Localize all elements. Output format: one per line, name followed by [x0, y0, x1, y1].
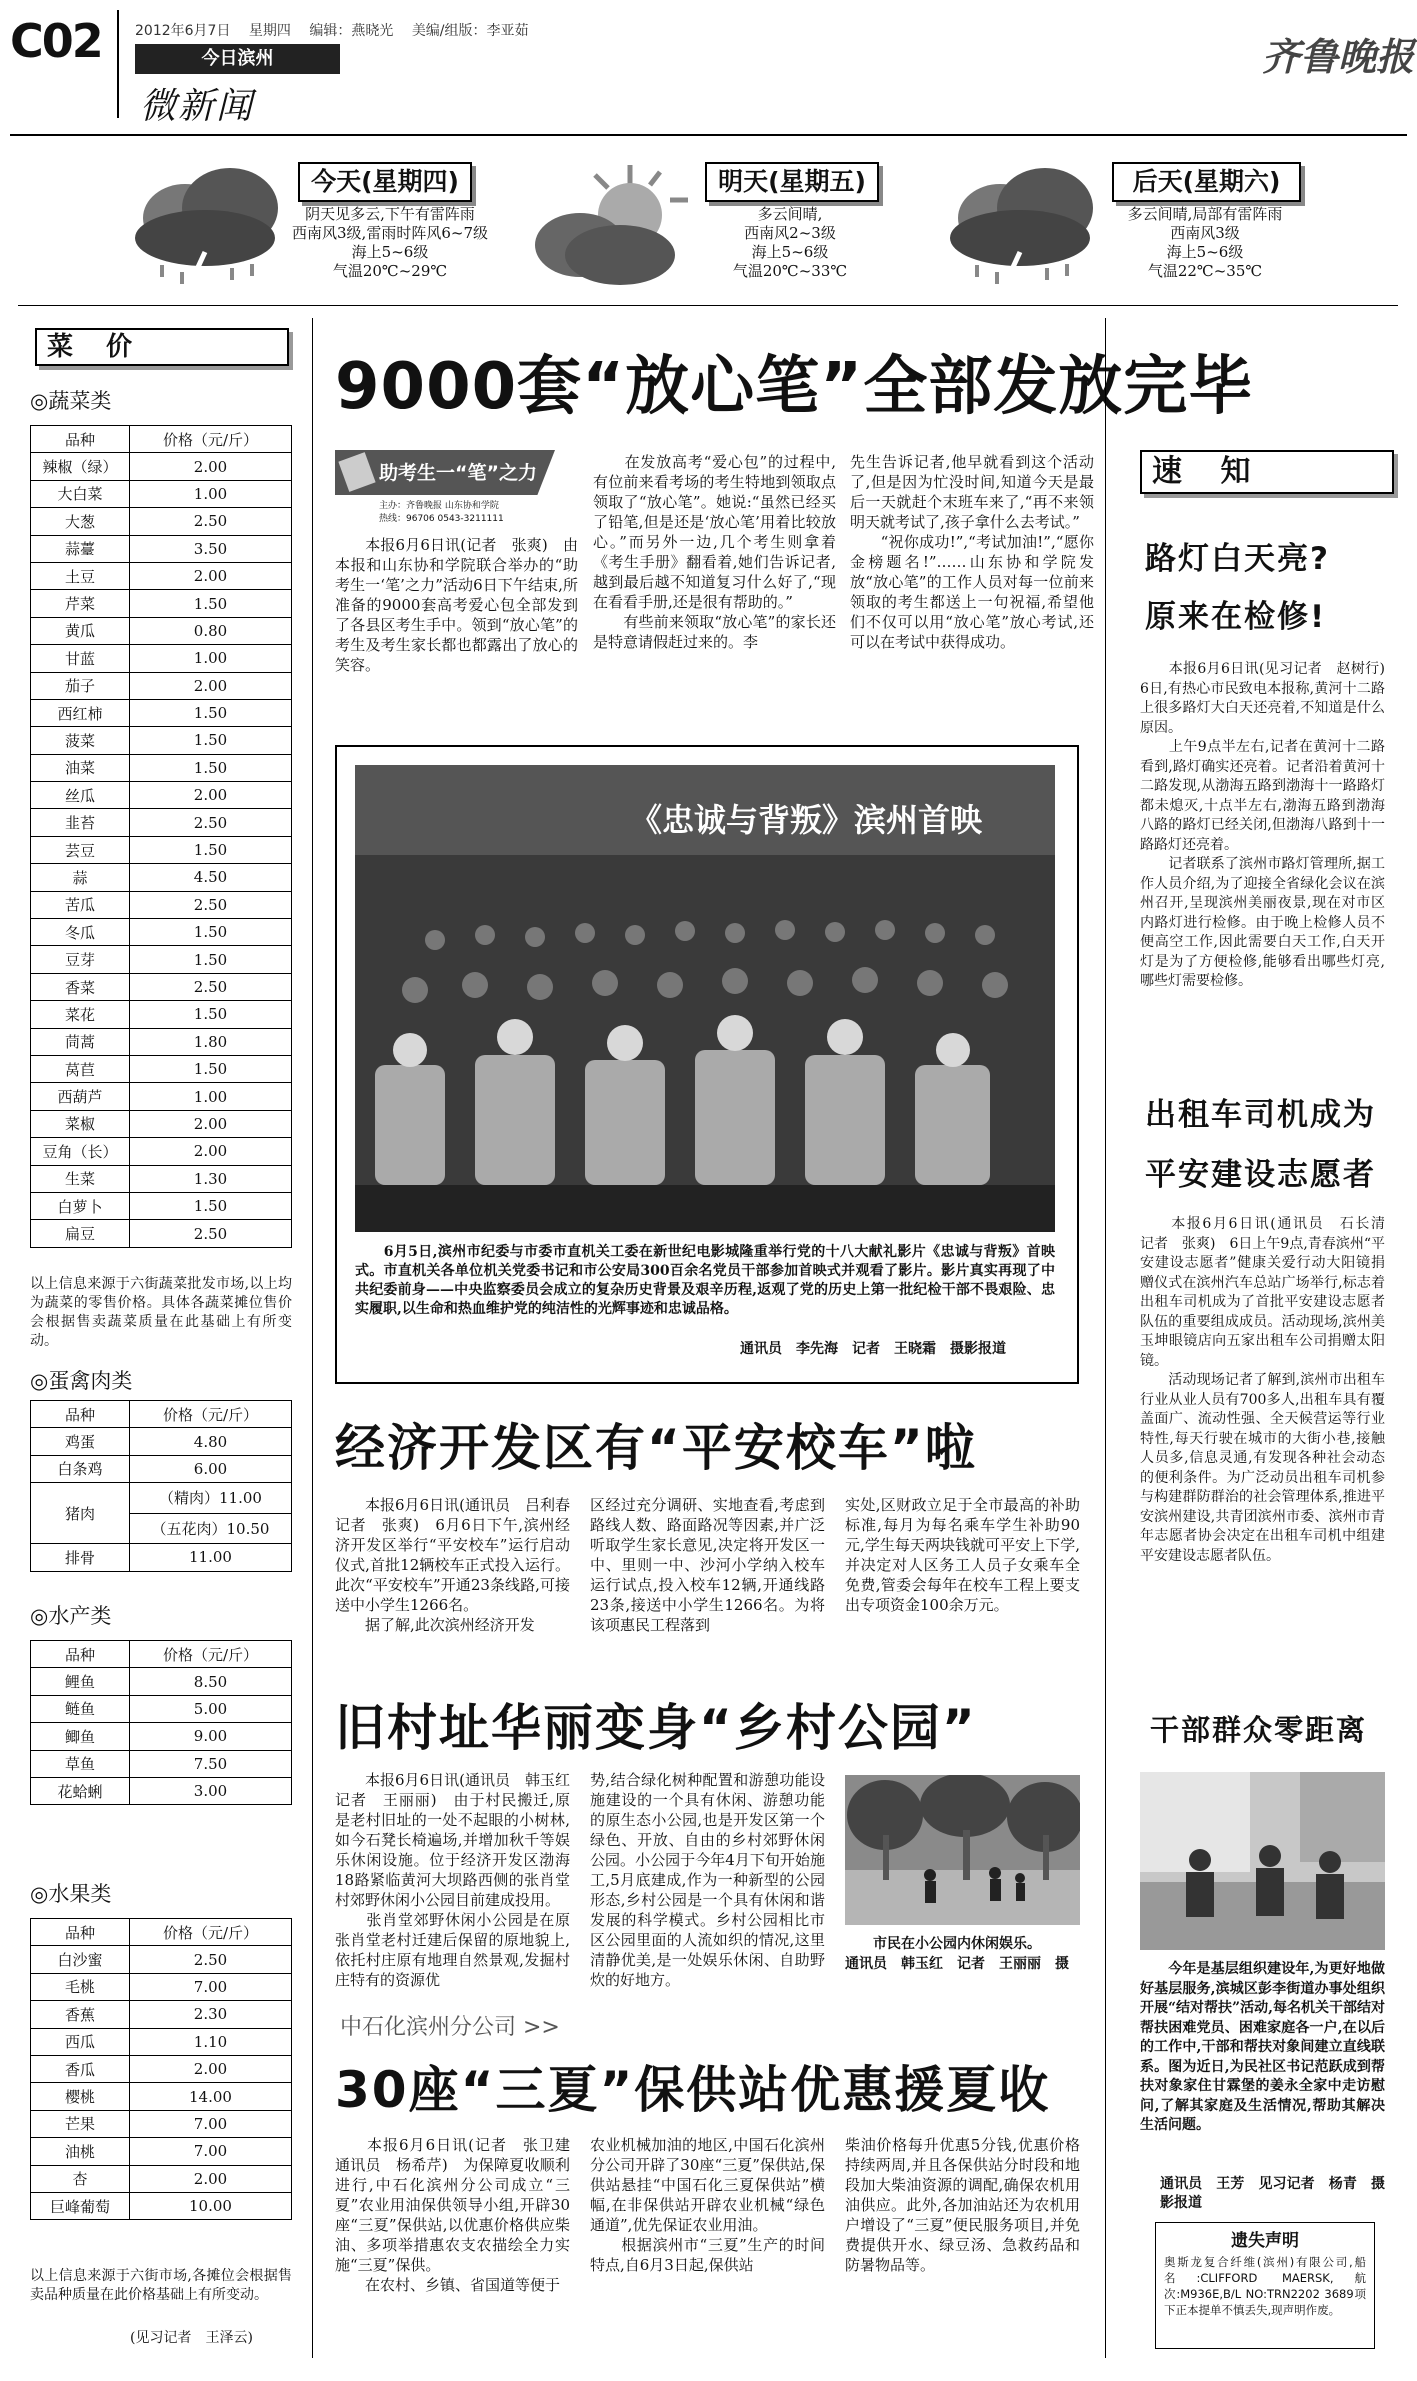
- price-item-value: 3.50: [130, 535, 292, 562]
- price-item-value: 1.00: [130, 1083, 292, 1110]
- bus-body-col1: 本报6月6日讯(通讯员 吕利春 记者 张爽) 6月6日下午,滨州经济开发区举行“平安校车”运行启动仪式,首批12辆校车正式投入运行。此次“平安校车”开通23条线路,可接送中小学生1266名。 据了解,此次滨州经济开发: [335, 1496, 570, 1634]
- price-item-name: 菠菜: [31, 727, 130, 754]
- lead-headline: 9000套“放心笔”全部发放完毕: [335, 350, 1254, 424]
- photo-credit: 通讯员 李先海 记者 王晓霜 摄影报道: [740, 1341, 1006, 1357]
- price-item-name: 芹菜: [31, 590, 130, 617]
- price-item-value: 2.50: [130, 508, 292, 535]
- table-row: [31, 864, 292, 891]
- price-item-name: 芒果: [31, 2110, 130, 2137]
- streetlight-body: 本报6月6日讯(见习记者 赵树行) 6日,有热心市民致电本报称,黄河十二路上很多路灯大白天还亮着,不知道是什么原因。 上午9点半左右,记者在黄河十二路看到,路灯确实还亮着。记者沿着黄河十二路发现,从渤海五路到渤海十一路路灯都未熄灭,十点半左右,渤海五路到渤海八路的路灯已经关闭,但渤海八路到十一路路灯还亮着。 记者联系了滨州市路灯管理所,据工作人员介绍,为了迎接全省绿化会议在滨州召开,呈现滨州美丽夜景,现在对市区内路灯进行检修。由于晚上检修人员不便高空工作,因此需要白天工作,白天开灯是为了方便检修,能够看出哪些灯亮,哪些灯需要检修。: [1140, 661, 1385, 989]
- price-item-value: 2.00: [130, 782, 292, 809]
- issue-weekday: 星期四: [248, 23, 291, 39]
- cadres-headline: 干部群众零距离: [1150, 1713, 1368, 1747]
- table-row: [31, 1946, 292, 1973]
- designer: 美编/组版：李亚茹: [411, 23, 529, 39]
- table-row: [31, 1220, 292, 1247]
- price-item-value: 2.00: [130, 2055, 292, 2082]
- table-row: [31, 1777, 292, 1804]
- price-item-name: 香菜: [31, 973, 130, 1000]
- price-item-value: 0.80: [130, 617, 292, 644]
- table-row: [31, 617, 292, 644]
- price-item-value: 2.50: [130, 973, 292, 1000]
- table-row: [31, 2192, 292, 2219]
- price-item-name: 香瓜: [31, 2055, 130, 2082]
- header-rule: [10, 134, 1407, 136]
- table-row: 猪肉 （精肉）11.00: [31, 1483, 292, 1514]
- price-item-name: 豆角（长）: [31, 1138, 130, 1165]
- table-row: [31, 809, 292, 836]
- price-item-value: 7.00: [130, 2138, 292, 2165]
- price-item-name: 白萝卜: [31, 1192, 130, 1219]
- lost-notice-body: 奥斯龙复合纤维(滨州)有限公司,船名:CLIFFORD MAERSK,航次:M936E,B/L NO:TRN2202 3689项下正本提单不慎丢失,现声明作废。: [1164, 2255, 1366, 2317]
- partly-cloudy-icon: [520, 160, 690, 295]
- weather-day-tomorrow: 明天(星期五): [705, 162, 879, 202]
- lost-notice-box: [1155, 2222, 1375, 2349]
- price-item-value: 1.50: [130, 727, 292, 754]
- table-row: [31, 645, 292, 672]
- table-row: （五花肉）10.50: [31, 1513, 292, 1544]
- cadres-visit-photo: [1140, 1772, 1385, 1950]
- price-item-name: 土豆: [31, 562, 130, 589]
- prices-title: 菜 价: [35, 328, 289, 366]
- editor: 编辑：燕晓光: [309, 23, 394, 39]
- price-item-name: 樱桃: [31, 2083, 130, 2110]
- sidebar-title: 速 知: [1140, 450, 1394, 494]
- price-item-value: 4.50: [130, 864, 292, 891]
- price-item-value: 2.00: [130, 453, 292, 480]
- price-item-value: 7.50: [130, 1750, 292, 1777]
- table-row: [31, 1192, 292, 1219]
- sinopec-body-col1: 本报6月6日讯(记者 张卫建 通讯员 杨希芹) 为保障夏收顺利进行,中石化滨州分公司成立“三夏”农业用油保供领导小组,开辟30座“三夏”保供站,以优惠价格供应柴油、多项举措惠农支农描绘全力实施“三夏”保供。 在农村、乡镇、省国道等便于: [335, 2136, 570, 2294]
- price-item-name: 豆芽: [31, 946, 130, 973]
- price-item-name: 芸豆: [31, 836, 130, 863]
- table-row: [31, 836, 292, 863]
- price-item-name: 西瓜: [31, 2028, 130, 2055]
- price-item-name: 生菜: [31, 1165, 130, 1192]
- fruit-price-rows: [31, 1946, 292, 2220]
- page-number: C02: [10, 14, 102, 68]
- table-row: [31, 946, 292, 973]
- price-item-name: 花蛤蜊: [31, 1777, 130, 1804]
- table-row: [31, 1668, 292, 1695]
- table-row: [31, 1723, 292, 1750]
- table-row: [31, 973, 292, 1000]
- price-item-value: 1.50: [130, 836, 292, 863]
- price-item-value: 1.50: [130, 590, 292, 617]
- park-body-col2: 势,结合绿化树种配置和游憩功能设施建设的一个具有休闲、游憩功能的原生态小公园,也是开发区第一个绿色、开放、自由的乡村郊野休闲公园。小公园于今年4月下旬开始施工,5月底建成,作为一种新型的公园形态,乡村公园是一个具有休闲和谐发展的科学模式。乡村公园相比市区公园里面的人流如织的情况,这里清静优美,是一处娱乐休闲、自助野炊的好地方。: [590, 1771, 825, 1989]
- table-row: [31, 562, 292, 589]
- price-item-name: 丝瓜: [31, 782, 130, 809]
- column-divider-left: [312, 318, 313, 2358]
- park-photo-credit: 通讯员 韩玉红 记者 王丽丽 摄: [845, 1956, 1069, 1972]
- streetlight-headline: 路灯白天亮? 原来在检修!: [1145, 541, 1330, 635]
- price-item-value: 3.00: [130, 1777, 292, 1804]
- price-item-name: 菜椒: [31, 1110, 130, 1137]
- price-item-name: 甘蓝: [31, 645, 130, 672]
- price-item-value: 2.00: [130, 1110, 292, 1137]
- table-row: [31, 1028, 292, 1055]
- price-item-value: 5.00: [130, 1695, 292, 1722]
- cadres-body: 今年是基层组织建设年,为更好地做好基层服务,滨城区彭李街道办事处组织开展“结对帮扶”活动,每名机关干部结对帮扶困难党员、困难家庭各一户,在以后的工作中,干部和帮扶对象间建立直线联系。图为近日,为民社区书记范跃成到帮扶对象家住甘霖堡的姜永全家中走访慰问,了解其家庭及生活情况,帮助其解决生活问题。: [1140, 1961, 1385, 2133]
- table-row: [31, 2001, 292, 2028]
- fruit-byline: (见习记者 王泽云): [130, 2330, 253, 2346]
- table-row: [31, 2165, 292, 2192]
- table-row: [31, 2138, 292, 2165]
- price-item-value: 14.00: [130, 2083, 292, 2110]
- table-row: [31, 919, 292, 946]
- price-item-value: 8.50: [130, 1668, 292, 1695]
- issue-info: [135, 20, 529, 40]
- price-item-name: 草鱼: [31, 1750, 130, 1777]
- table-row: [31, 891, 292, 918]
- sinopec-body-col3: 柴油价格每升优惠5分钱,优惠价格持续两周,并且各保供站分时段和地段加大柴油资源的调配,确保农机用油供应。此外,各加油站还为农机用户增设了“三夏”便民服务项目,并免费提供开水、绿豆汤、急救药品和防暑物品等。: [845, 2136, 1080, 2274]
- price-item-name: 蒜: [31, 864, 130, 891]
- price-item-value: 1.50: [130, 1001, 292, 1028]
- table-row: 白条鸡 6.00: [31, 1455, 292, 1482]
- weather-detail-today: 阴天见多云,下午有雷阵雨 西南风3级,雷雨时阵风6~7级 海上5~6级 气温20℃~29℃: [292, 205, 488, 280]
- price-item-value: 2.50: [130, 1946, 292, 1973]
- fruit-heading: ◎水果类: [30, 1882, 112, 1906]
- table-row: [31, 590, 292, 617]
- price-item-name: 莴苣: [31, 1055, 130, 1082]
- veg-price-table: 品种 价格（元/斤） 辣椒（绿） 2.00 大白菜 1.00 大葱 2.50 蒜薹 3.50 土豆 2.00 芹菜 1.50 黄瓜 0.80 甘蓝 1.00 茄子 2.00 西红柿 1.50 菠菜 1.50 油菜 1.50 丝瓜 2.00 韭苔 2.50 芸豆 1.50 蒜 4.50 苦瓜 2.50 冬瓜 1.50 豆芽 1.50 香菜 2.50 菜花 1.50 茼蒿 1.80 莴苣 1.50 西葫芦 1.00 菜椒 2.00 豆角（长） 2.00 生菜 1.30 白萝卜 1.50 扁豆 2.50: [30, 425, 292, 1248]
- table-row: [31, 727, 292, 754]
- price-item-name: 西红柿: [31, 699, 130, 726]
- table-row: [31, 672, 292, 699]
- price-item-value: 2.50: [130, 809, 292, 836]
- table-row: [31, 535, 292, 562]
- section-banner: 今日滨州: [135, 44, 340, 74]
- table-row: [31, 508, 292, 535]
- sinopec-headline: 30座“三夏”保供站优惠援夏收: [335, 2061, 1051, 2119]
- price-item-value: 10.00: [130, 2192, 292, 2219]
- egg-heading: ◎蛋禽肉类: [30, 1369, 133, 1393]
- price-item-name: 大白菜: [31, 480, 130, 507]
- table-row: [31, 2083, 292, 2110]
- price-item-name: 杏: [31, 2165, 130, 2192]
- taxi-body: 本报6月6日讯(通讯员 石长清 记者 张爽) 6日上午9点,青春滨州“平安建设志愿者”健康关爱行动大阳镜捐赠仪式在滨州汽车总站广场举行,标志着出租车司机成为了首批平安建设志愿者队伍的重要组成成员。活动现场,滨州美玉坤眼镜店向五家出租车公司捐赠太阳镜。 活动现场记者了解到,滨州市出租车行业从业人员有700多人,出租车具有覆盖面广、流动性强、全天候营运等行业特性,每天行驶在城市的大街小巷,接触人员多,信息灵通,有发现各种社会动态的便利条件。为广泛动员出租车司机参与构建群防群治的社会管理体系,推进平安滨州建设,共青团滨州市委、滨州市青年志愿者协会决定在出租车司机中组建平安建设志愿者队伍。: [1140, 1216, 1385, 1564]
- table-row: [31, 1750, 292, 1777]
- price-item-value: 7.00: [130, 1973, 292, 2000]
- price-item-name: 茼蒿: [31, 1028, 130, 1055]
- veg-price-rows: [31, 453, 292, 1247]
- taxi-headline: 出租车司机成为 平安建设志愿者: [1145, 1097, 1376, 1193]
- price-item-value: 2.50: [130, 891, 292, 918]
- table-row: [31, 1138, 292, 1165]
- paper-logo: 齐鲁晚报: [1262, 34, 1415, 79]
- price-item-value: 1.30: [130, 1165, 292, 1192]
- price-item-name: 鲢鱼: [31, 1695, 130, 1722]
- fruit-note: 以上信息来源于六街市场,各摊位会根据售卖品种质量在此价格基础上有所变动。: [30, 2268, 292, 2303]
- price-item-value: 1.00: [130, 480, 292, 507]
- table-row: [31, 699, 292, 726]
- table-row: [31, 1695, 292, 1722]
- weather-detail-after: 多云间晴,局部有雷阵雨 西南风3级 海上5~6级 气温22℃~35℃: [1127, 205, 1283, 280]
- lead-body-col1: 本报6月6日讯(记者 张爽) 由本报和山东协和学院联合举办的“助考生一‘笔’之力”活动6日下午结束,所准备的9000套高考爱心包全部发到了各县区考生手中。领到“放心笔”的考生及考生家长都也都露出了放心的笑容。: [335, 536, 578, 674]
- thunderstorm-icon: [940, 160, 1110, 295]
- park-photo-caption: 市民在小公园内休闲娱乐。: [845, 1936, 1041, 1952]
- price-item-name: 大葱: [31, 508, 130, 535]
- price-item-name: 西葫芦: [31, 1083, 130, 1110]
- price-item-value: 1.50: [130, 1192, 292, 1219]
- lead-body-col3: 先生告诉记者,他早就看到这个活动了,但是因为忙没时间,知道今天是最后一天就赶个末班车来了,“再不来领明天就考试了,孩子拿什么去考试。” “祝你成功!”,“考试加油!”,“愿你金榜题名!”……山东协和学院发放“放心笔”的工作人员对每一位前来领取的考生都送上一句祝福,希望他们不仅可以用“放心笔”放心考试,还可以在考试中获得成功。: [850, 453, 1094, 651]
- price-item-name: 辣椒（绿）: [31, 453, 130, 480]
- photo-overlay-title: 《忠诚与背叛》滨州首映: [630, 801, 983, 839]
- price-item-name: 白沙蜜: [31, 1946, 130, 1973]
- egg-price-table: 品种 价格（元/斤） 鸡蛋 4.80 白条鸡 6.00 猪肉 （精肉）11.00 （五花肉）10.50 排骨 11.00: [30, 1400, 292, 1572]
- price-item-name: 毛桃: [31, 1973, 130, 2000]
- park-photo: [845, 1775, 1080, 1925]
- price-item-name: 冬瓜: [31, 919, 130, 946]
- price-item-name: 蒜薹: [31, 535, 130, 562]
- table-row: [31, 453, 292, 480]
- price-item-name: 巨峰葡萄: [31, 2192, 130, 2219]
- lead-body-col2: 在发放高考“爱心包”的过程中,有位前来看考场的考生特地到领取点领取了“放心笔”。她说:“虽然已经买了铅笔,但是还是‘放心笔’用着比较放心。”而另外一边,几个考生则拿着《考生手册》翻看着,她们告诉记者,越到最后越不知道复习什么好了,“现在看看手册,还是很有帮助的。” 有些前来领取“放心笔”的家长还是特意请假赶过来的。李: [593, 453, 836, 651]
- price-item-value: 1.80: [130, 1028, 292, 1055]
- price-item-name: 苦瓜: [31, 891, 130, 918]
- price-item-name: 鲫鱼: [31, 1723, 130, 1750]
- price-item-name: 扁豆: [31, 1220, 130, 1247]
- price-item-name: 菜花: [31, 1001, 130, 1028]
- price-item-name: 油桃: [31, 2138, 130, 2165]
- price-item-value: 1.50: [130, 946, 292, 973]
- lost-notice-title: 遗失声明: [1231, 2231, 1299, 2251]
- table-row: [31, 1110, 292, 1137]
- thunderstorm-icon: [125, 160, 295, 295]
- price-item-value: 2.50: [130, 1220, 292, 1247]
- price-item-value: 2.00: [130, 672, 292, 699]
- bus-headline: 经济开发区有“平安校车”啦: [335, 1419, 977, 1477]
- price-item-value: 2.00: [130, 1138, 292, 1165]
- bus-body-col3: 实处,区财政立足于全市最高的补助标准,每月为每名乘车学生补助90元,学生每天两块钱就可平安上下学,并决定对人区务工人员子女乘车全免费,管委会每年在校车工程上要支出专项资金100余万元。: [845, 1496, 1080, 1614]
- price-item-value: 2.00: [130, 2165, 292, 2192]
- table-row: [31, 480, 292, 507]
- weather-day-today: 今天(星期四): [298, 162, 472, 202]
- lead-logo: 助考生一“笔”之力 主办：齐鲁晚报 山东协和学院 热线：96706 0543-3211111: [335, 450, 555, 530]
- table-row: [31, 1165, 292, 1192]
- table-row: [31, 782, 292, 809]
- table-row: [31, 2055, 292, 2082]
- cadres-credit: 通讯员 王芳 见习记者 杨青 摄影报道: [1160, 2176, 1385, 2211]
- veg-heading: ◎蔬菜类: [30, 389, 112, 413]
- bus-body-col2: 区经过充分调研、实地查看,考虑到路线人数、路面路况等因素,并广泛听取学生家长意见,决定将开发区一中、里则一中、沙河小学纳入校车运行试点,投入校车12辆,开通线路23条,接送中小学生1266名。为将该项惠民工程落到: [590, 1496, 825, 1634]
- price-item-value: 2.30: [130, 2001, 292, 2028]
- aqua-price-rows: [31, 1668, 292, 1805]
- aqua-heading: ◎水产类: [30, 1604, 112, 1628]
- column-divider-right: [1105, 318, 1106, 2358]
- price-item-value: 1.50: [130, 754, 292, 781]
- price-item-name: 茄子: [31, 672, 130, 699]
- price-item-name: 香蕉: [31, 2001, 130, 2028]
- table-row: [31, 2110, 292, 2137]
- table-row: 排骨 11.00: [31, 1544, 292, 1571]
- weather-rule: [18, 305, 1398, 306]
- price-item-name: 韭苔: [31, 809, 130, 836]
- price-item-value: 1.50: [130, 919, 292, 946]
- park-body-col1: 本报6月6日讯(通讯员 韩玉红 记者 王丽丽) 由于村民搬迁,原是老村旧址的一处不起眼的小树林,如今石凳长椅遍场,并增加秋千等娱乐休闲设施。位于经济开发区渤海18路紧临黄河大坝路西侧的张肖堂村郊野休闲小公园目前建成投用。 张肖堂郊野休闲小公园是在原张肖堂老村迁建后保留的原地貌上,依托村庄原有地理自然景观,发掘村庄特有的资源优: [335, 1771, 570, 1989]
- table-row: [31, 2028, 292, 2055]
- price-item-value: 7.00: [130, 2110, 292, 2137]
- park-headline: 旧村址华丽变身“乡村公园”: [335, 1699, 977, 1757]
- price-item-value: 1.00: [130, 645, 292, 672]
- header-divider: [117, 10, 119, 118]
- table-row: [31, 754, 292, 781]
- price-item-value: 2.00: [130, 562, 292, 589]
- aqua-price-table: 品种 价格（元/斤） 鲤鱼 8.50 鲢鱼 5.00 鲫鱼 9.00 草鱼 7.50 花蛤蜊 3.00: [30, 1640, 292, 1805]
- price-item-value: 9.00: [130, 1723, 292, 1750]
- veg-note: 以上信息来源于六街蔬菜批发市场,以上均为蔬菜的零售价格。具体各蔬菜摊位售价会根据售卖蔬菜质量在此基础上有所变动。: [30, 1276, 292, 1349]
- price-item-value: 1.10: [130, 2028, 292, 2055]
- weather-detail-tomorrow: 多云间晴, 西南风2~3级 海上5~6级 气温20℃~33℃: [732, 205, 848, 280]
- table-row: [31, 1083, 292, 1110]
- table-row: [31, 1001, 292, 1028]
- price-item-name: 黄瓜: [31, 617, 130, 644]
- photo-caption: 6月5日,滨州市纪委与市委市直机关工委在新世纪电影城隆重举行党的十八大献礼影片《忠诚与背叛》首映式。市直机关各单位机关党委书记和市公安局300百余名党员干部参加首映式并观看了影片。影片真实再现了中共纪委前身——中央监察委员会成立的复杂历史背景及艰辛历程,返观了党的历史上第一批纪检干部不畏艰险、忠实履职,以生命和热血维护党的纯洁性的光辉事迹和忠诚品格。: [355, 1244, 1055, 1317]
- table-row: [31, 1973, 292, 2000]
- price-item-name: 油菜: [31, 754, 130, 781]
- column-title: 微新闻: [140, 86, 255, 127]
- sinopec-kicker: 中石化滨州分公司 >>: [340, 2015, 560, 2040]
- price-item-name: 鲤鱼: [31, 1668, 130, 1695]
- price-item-value: 1.50: [130, 699, 292, 726]
- sinopec-body-col2: 农业机械加油的地区,中国石化滨州分公司开辟了30座“三夏”保供站,保供站悬挂“中国石化三夏保供站”横幅,在非保供站开辟农业机械“绿色通道”,优先保证农业用油。 根据滨州市“三夏”生产的时间特点,自6月3日起,保供站: [590, 2136, 825, 2274]
- table-row: [31, 1055, 292, 1082]
- issue-date: 2012年6月7日: [135, 23, 231, 39]
- table-row: 鸡蛋 4.80: [31, 1428, 292, 1455]
- weather-day-after: 后天(星期六): [1112, 162, 1301, 202]
- price-item-value: 1.50: [130, 1055, 292, 1082]
- fruit-price-table: 品种 价格（元/斤） 白沙蜜 2.50 毛桃 7.00 香蕉 2.30 西瓜 1.10 香瓜 2.00 樱桃 14.00 芒果 7.00 油桃 7.00 杏 2.00 巨峰葡萄 10.00: [30, 1918, 292, 2220]
